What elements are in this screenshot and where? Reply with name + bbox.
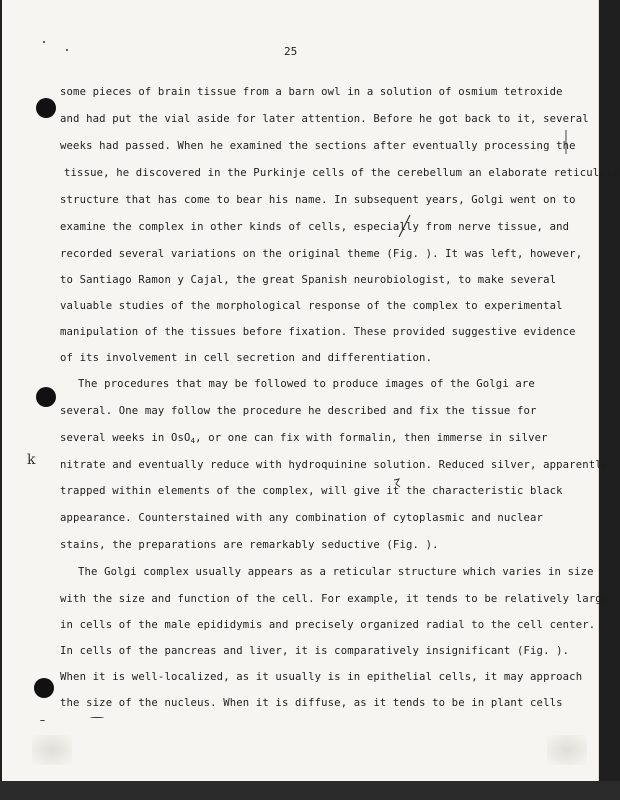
- text-line: trapped within elements of the complex, will give it the characteristic black: [60, 485, 563, 497]
- text-line: In cells of the pancreas and liver, it is comparatively insignificant (Fig. ).: [60, 645, 570, 657]
- margin-handwritten-mark: k: [27, 452, 36, 468]
- speck: [43, 41, 45, 43]
- text-line: tissue, he discovered in the Purkinje cells of the cerebellum an elaborate reticulate: [64, 167, 619, 179]
- document-page: [2, 0, 619, 781]
- text-line: and had put the vial aside for later attention. Before he got back to it, several: [60, 113, 589, 125]
- text-line: weeks had passed. When he examined the sections after eventually processing the: [60, 140, 576, 152]
- page-number: 25: [284, 45, 298, 58]
- text-line: recorded several variations on the original theme (Fig. ). It was left, however,: [60, 248, 583, 260]
- text-line: The procedures that may be followed to produce images of the Golgi are: [78, 378, 535, 390]
- binder-hole-middle: [36, 387, 56, 407]
- binder-hole-bottom: [34, 678, 54, 698]
- text-line: several. One may follow the procedure he described and fix the tissue for: [60, 405, 537, 417]
- text-line: manipulation of the tissues before fixation. These provided suggestive evidence: [60, 326, 576, 338]
- text-line: the size of the nucleus. When it is diffuse, as it tends to be in plant cells: [60, 697, 563, 709]
- text-line: valuable studies of the morphological response of the complex to experimental: [60, 300, 563, 312]
- text-line: of its involvement in cell secretion and differentiation.: [60, 352, 433, 364]
- binder-hole-top: [36, 98, 56, 118]
- text-line: several weeks in OsO$_4$, or one can fix with formalin, then immerse in silver: [60, 432, 548, 445]
- text-line: examine the complex in other kinds of cells, especially from nerve tissue, and: [60, 221, 570, 233]
- text-line: with the size and function of the cell. For example, it tends to be relatively large: [60, 593, 609, 605]
- text-line: The Golgi complex usually appears as a reticular structure which varies in size: [78, 566, 594, 578]
- speck: [40, 720, 45, 721]
- speck: [66, 49, 68, 51]
- text-line: to Santiago Ramon y Cajal, the great Spanish neurobiologist, to make several: [60, 274, 557, 286]
- scan-bottom-strip: [0, 781, 620, 800]
- paper-smudge: [32, 735, 72, 765]
- text-line: structure that has come to bear his name. In subsequent years, Golgi went on to: [60, 194, 576, 206]
- text-line: stains, the preparations are remarkably seductive (Fig. ).: [60, 539, 439, 551]
- text-line: appearance. Counterstained with any combination of cytoplasmic and nuclear: [60, 512, 544, 524]
- text-line: nitrate and eventually reduce with hydroquinine solution. Reduced silver, apparently: [60, 459, 609, 471]
- speck: [90, 717, 104, 718]
- paper-smudge: [547, 735, 587, 765]
- text-line: in cells of the male epididymis and precisely organized radial to the cell center.: [60, 619, 596, 631]
- text-line: When it is well-localized, as it usually is in epithelial cells, it may approach: [60, 671, 583, 683]
- text-line: some pieces of brain tissue from a barn owl in a solution of osmium tetroxide: [60, 86, 563, 98]
